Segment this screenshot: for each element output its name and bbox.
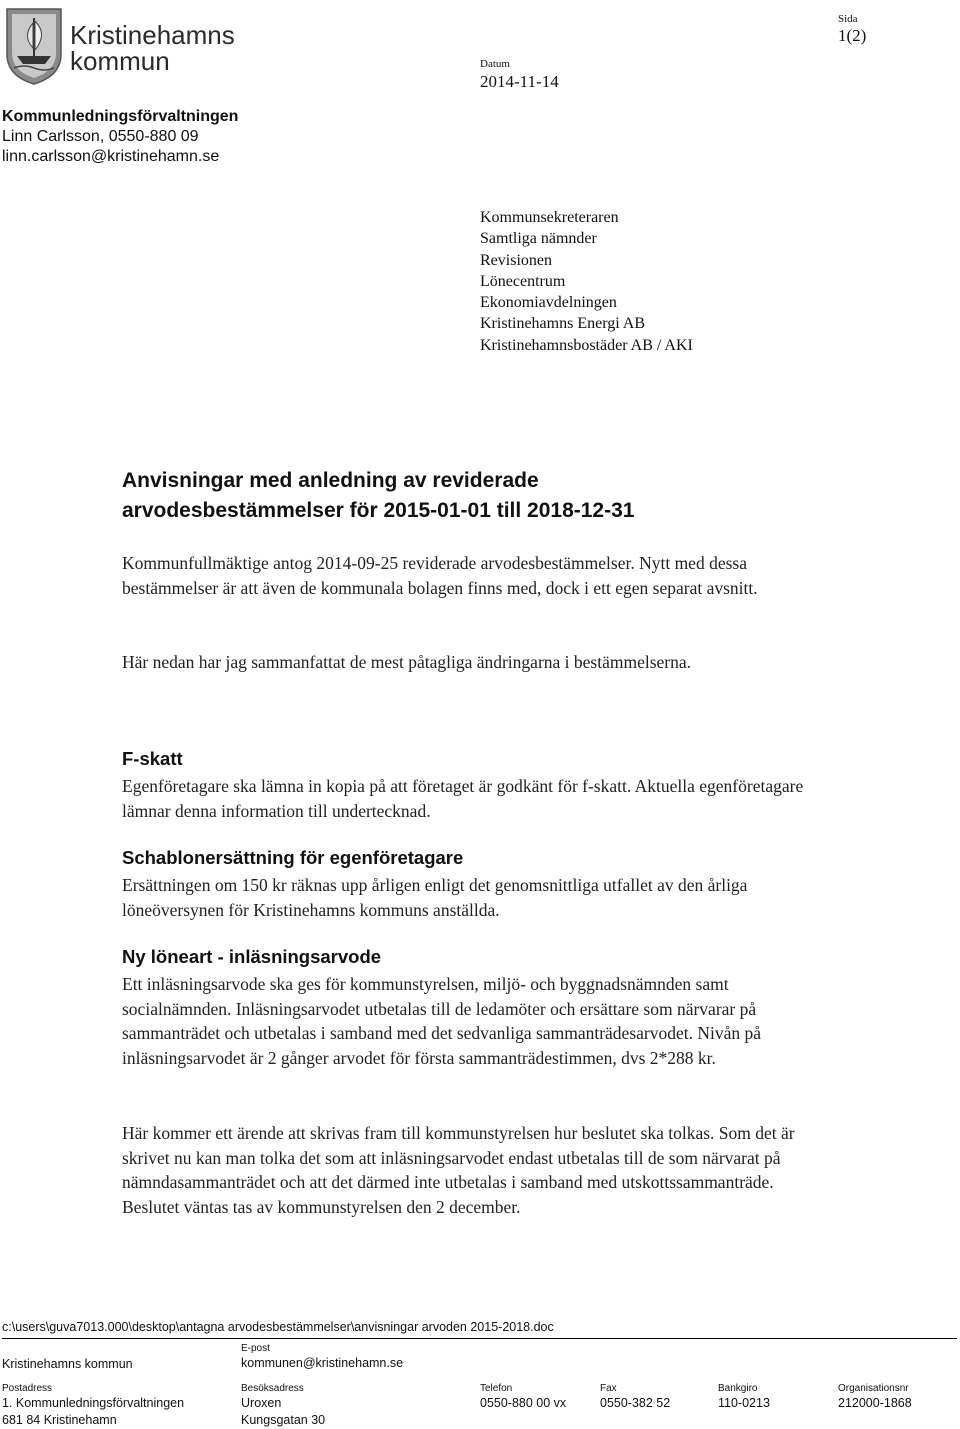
footer-bankgiro: 110-0213 xyxy=(718,1396,770,1410)
footer-phone-label: Telefon xyxy=(480,1383,513,1394)
section-heading-fskatt: F-skatt xyxy=(122,748,183,769)
footer-orgnr: 212000-1868 xyxy=(838,1396,912,1410)
footer-visit-block xyxy=(241,1382,325,1429)
coat-of-arms-ship-icon xyxy=(4,6,64,86)
recipient-item: Ekonomiavdelningen xyxy=(480,294,617,312)
recipient-item: Lönecentrum xyxy=(480,272,566,290)
municipality-name-line-1: Kristinehamns xyxy=(70,20,235,50)
footer-org-name: Kristinehamns kommun xyxy=(2,1357,133,1371)
section-paragraph-inlasning-2: Här kommer ett ärende att skrivas fram till kommunstyrelsen hur beslutet ska tolkas. Som det är skrivet nu kan man tolka det som att inläsningsarvodet endast utbetalas till de som närvarat på nämndasammanträdet och att det därmed inte utbetalas i samband med utskottssammanträde. Beslutet väntas tas av kommunstyrelsen den 2 december. xyxy=(122,1123,795,1217)
footer-postal-line: 681 84 Kristinehamn xyxy=(2,1413,117,1427)
footer-fax-block xyxy=(600,1382,670,1412)
footer-visit-line: Uroxen xyxy=(241,1396,282,1410)
footer-orgnr-block xyxy=(838,1382,912,1412)
sender-department: Kommunledningsförvaltningen xyxy=(2,108,239,125)
section-paragraph-inlasning-1: Ett inläsningsarvode ska ges för kommunstyrelsen, miljö- och byggnadsnämnden samt socialnämnden. Inläsningsarvodet utbetalas till de ledamöter och ersättare som närvarar på sammanträdet och utbetalas i samband med det sedvanliga sammanträdesarvodet. Nivån på inläsningsarvodet är 2 gånger arvodet för första sammanträdestimmen, dvs 2*288 kr. xyxy=(122,974,762,1068)
date-value: 2014-11-14 xyxy=(480,72,559,91)
recipient-item: Kommunsekreteraren xyxy=(480,209,619,226)
sender-email: linn.carlsson@kristinehamn.se xyxy=(2,148,220,165)
recipient-item: Kristinehamns Energi AB xyxy=(480,315,646,333)
summary-paragraph: Här nedan har jag sammanfattat de mest påtagliga ändringarna i bestämmelserna. xyxy=(122,652,692,672)
section-paragraph-schablon: Ersättningen om 150 kr räknas upp årligen enligt det genomsnittliga utfallet av den årliga löneöversynen för Kristinehamns kommuns anställda. xyxy=(122,875,748,920)
recipient-item: Samtliga nämnder xyxy=(480,230,597,248)
page-value: 1(2) xyxy=(838,26,867,45)
recipient-item: Kristinehamnsbostäder AB / AKI xyxy=(480,336,693,354)
section-paragraph-fskatt: Egenföretagare ska lämna in kopia på att företaget är godkänt för f-skatt. Aktuella egenföretagare lämnar denna information till undertecknad. xyxy=(122,776,804,821)
municipality-name xyxy=(70,22,235,74)
footer-email-block xyxy=(241,1342,403,1372)
document-title-line-2: arvodesbestämmelser för 2015-01-01 till 2018-12-31 xyxy=(122,499,635,522)
date-label: Datum xyxy=(480,58,510,70)
footer-postal-line: 1. Kommunledningsförvaltningen xyxy=(2,1396,185,1410)
page-label: Sida xyxy=(838,13,858,25)
footer-phone-block xyxy=(480,1382,566,1412)
recipient-item: Revisionen xyxy=(480,251,552,269)
section-heading-inlasning: Ny löneart - inläsningsarvode xyxy=(122,946,382,967)
document-title-line-1: Anvisningar med anledning av reviderade xyxy=(122,469,539,492)
recipient-list xyxy=(480,207,693,356)
footer-visit-label: Besöksadress xyxy=(241,1383,304,1394)
document-title xyxy=(122,466,822,526)
footer-postal-block xyxy=(2,1382,184,1429)
sender-contact: Linn Carlsson, 0550-880 09 xyxy=(2,128,199,145)
footer-divider xyxy=(2,1338,957,1339)
footer-orgnr-label: Organisationsnr xyxy=(838,1383,909,1394)
footer-postal-label: Postadress xyxy=(2,1383,53,1394)
municipality-name-line-2: kommun xyxy=(70,46,170,76)
footer-email: kommunen@kristinehamn.se xyxy=(241,1356,404,1370)
footer-fax-label: Fax xyxy=(600,1383,617,1394)
footer-fax: 0550-382 52 xyxy=(600,1396,671,1410)
sender-block xyxy=(2,107,238,167)
footer-bankgiro-block xyxy=(718,1382,770,1412)
footer-bankgiro-label: Bankgiro xyxy=(718,1383,758,1394)
footer-email-label: E-post xyxy=(241,1343,270,1354)
file-path: c:\users\guva7013.000\desktop\antagna arvodesbestämmelser\anvisningar arvoden 2015-2018.doc xyxy=(2,1320,554,1334)
section-heading-schablon: Schablonersättning för egenföretagare xyxy=(122,847,464,868)
footer-visit-line: Kungsgatan 30 xyxy=(241,1413,326,1427)
intro-paragraph: Kommunfullmäktige antog 2014-09-25 reviderade arvodesbestämmelser. Nytt med dessa bestämmelser är att även de kommunala bolagen finns med, dock i ett egen separat avsnitt. xyxy=(122,553,758,598)
footer-phone: 0550-880 00 vx xyxy=(480,1396,567,1410)
